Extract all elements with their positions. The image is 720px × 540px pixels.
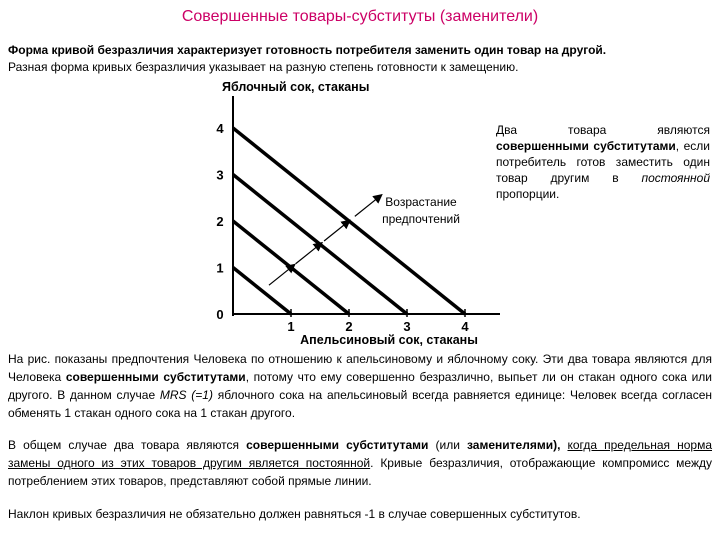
side-note-part-1: Два товара являются [496, 123, 710, 137]
x-tick-label-4: 4 [461, 319, 469, 334]
p2-bold-1: совершенными субститутами [246, 438, 429, 452]
preference-arrow-3 [324, 221, 349, 241]
p2-underline: когда предельная норма замены одного из этих товаров другим является постоянной [8, 438, 712, 470]
intro-line-1: Форма кривой безразличия характеризует готовность потребителя заменить один товар на другой. [8, 43, 607, 57]
y-tick-label-4: 4 [216, 121, 224, 136]
paragraph-2 [8, 436, 712, 490]
preference-arrow-1 [269, 265, 294, 285]
paragraph-1 [8, 350, 712, 422]
y-tick-label-2: 2 [216, 214, 224, 229]
side-note-part-3: , если потребитель готов заместить один товар другим в [496, 139, 710, 185]
side-note [496, 122, 710, 202]
x-tick-label-1: 1 [287, 319, 295, 334]
x-tick-label-2: 2 [345, 319, 353, 334]
p1-bold: совершенными субститутами [65, 370, 246, 384]
side-note-bold: совершенными субститутами [496, 139, 676, 153]
side-note-italic: постоянной [641, 171, 710, 185]
indifference-curves-chart [200, 78, 500, 348]
y-axis-label: Яблочный сок, стаканы [222, 80, 370, 94]
x-axis-label: Апельсиновый сок, стаканы [300, 333, 478, 347]
x-tick-label-3: 3 [403, 319, 411, 334]
y-tick-group [216, 121, 224, 322]
preference-arrow-4 [355, 195, 381, 216]
paragraph-3: Наклон кривых безразличия не обязательно должен равняться -1 в случае совершенных субститутов. [8, 507, 581, 521]
y-tick-label-3: 3 [216, 167, 224, 183]
p1-italic: MRS (=1) [159, 388, 213, 402]
p1-part-5: яблочного сока на апельсиновый всегда равняется единице: Человек всегда согласен обменять 1 стакан одного сока на 1 стакан другого. [8, 388, 712, 420]
x-tick-group [287, 309, 469, 334]
side-note-part-5: пропорции. [496, 187, 560, 201]
annotation-line-1: Возрастание [385, 195, 457, 209]
preference-arrow-2 [296, 243, 322, 263]
y-tick-label-0: 0 [216, 307, 224, 322]
slide-title: Совершенные товары-субституты (заменители) [181, 8, 539, 25]
p2-part-6: . Кривые безразличия, отображающие компромисс между потреблением этих товаров, представляют собой прямые линии. [8, 456, 712, 488]
p2-bold-2: заменителями), [466, 438, 561, 452]
intro-text [8, 42, 712, 76]
annotation-line-2: предпочтений [382, 212, 460, 226]
intro-line-2: Разная форма кривых безразличия указывает на разную степень готовности к замещению. [8, 60, 519, 74]
arrow-group [269, 195, 381, 285]
p1-part-1: На рис. показаны предпочтения Человека по отношению к апельсиновому и яблочному соку. Эти два товара являются для Человека [8, 352, 712, 384]
p1-part-3: , потому что ему совершенно безразлично, выпьет ли он стакан одного сока или другого. В данном случае [8, 370, 712, 402]
p2-part-3: (или [435, 438, 460, 452]
p2-part-1: В общем случае два товара являются [8, 438, 240, 452]
y-tick-label-1: 1 [216, 260, 224, 276]
